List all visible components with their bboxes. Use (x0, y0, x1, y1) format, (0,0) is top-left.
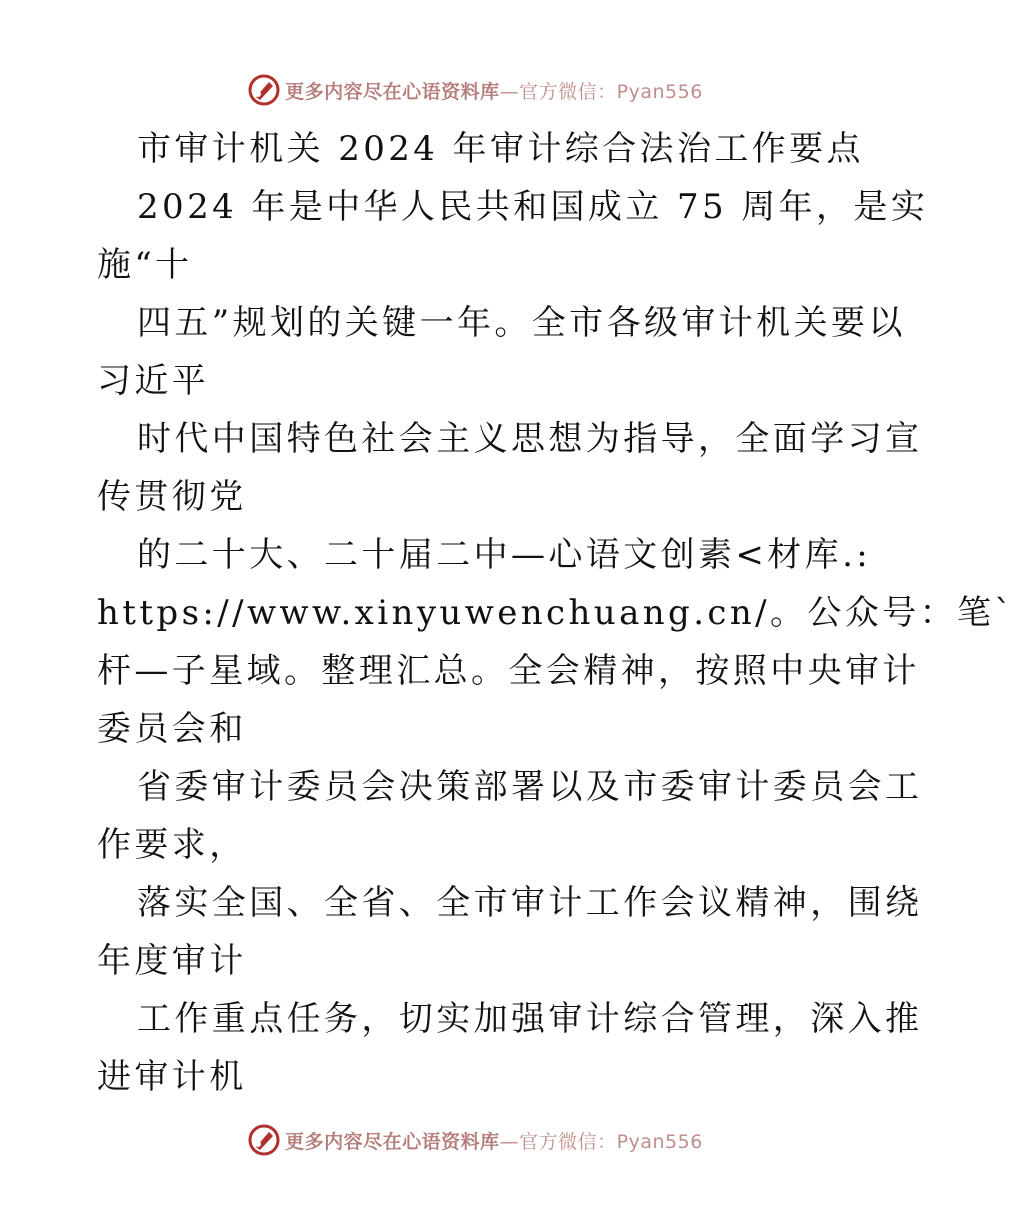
paragraph-line: 的二十大、二十届二中—心语文创素<材库.: (137, 535, 872, 575)
paragraph-line: 年度审计 (97, 941, 247, 981)
footer-watermark-text (285, 1127, 703, 1154)
paragraph-line: 2024 年是中华人民共和国成立 75 周年，是实 (137, 187, 929, 227)
paragraph-line: 落实全国、全省、全市审计工作会议精神，围绕 (137, 883, 923, 923)
header-watermark-text (285, 77, 703, 104)
paragraph-line: 作要求， (97, 825, 247, 865)
paragraph-line: 工作重点任务，切实加强审计综合管理，深入推 (137, 999, 923, 1039)
paragraph-line: 委员会和 (97, 709, 247, 749)
header-watermark-banner (0, 70, 950, 110)
paragraph-line: 习近平 (97, 361, 210, 401)
paragraph-line: 施“十 (97, 245, 193, 285)
paragraph-line: 传贯彻党 (97, 477, 247, 517)
document-title: 市审计机关 2024 年审计综合法治工作要点 (137, 129, 864, 169)
header-watermark-main: 更多内容尽在心语资料库 (285, 80, 500, 103)
document-body (97, 120, 1015, 1106)
paragraph-line: 进审计机 (97, 1057, 247, 1097)
brand-logo-icon (247, 73, 281, 107)
footer-watermark-contact: 官方微信：Pyan556 (519, 1130, 703, 1153)
header-watermark-separator: — (499, 80, 520, 103)
brand-logo-icon (247, 1123, 281, 1157)
header-watermark-contact: 官方微信：Pyan556 (519, 80, 703, 103)
paragraph-line: 省委审计委员会决策部署以及市委审计委员会工 (137, 767, 923, 807)
paragraph-line: 杆—子星域。整理汇总。全会精神，按照中央审计 (97, 651, 920, 691)
paragraph-line: 四五”规划的关键一年。全市各级审计机关要以 (137, 303, 906, 343)
footer-watermark-separator: — (499, 1130, 520, 1153)
paragraph-line-url: https://www.xinyuwenchuang.cn/。公众号：笔` (97, 593, 1015, 633)
footer-watermark-main: 更多内容尽在心语资料库 (285, 1130, 500, 1153)
footer-watermark-banner (0, 1120, 950, 1160)
paragraph-line: 时代中国特色社会主义思想为指导，全面学习宣 (137, 419, 923, 459)
